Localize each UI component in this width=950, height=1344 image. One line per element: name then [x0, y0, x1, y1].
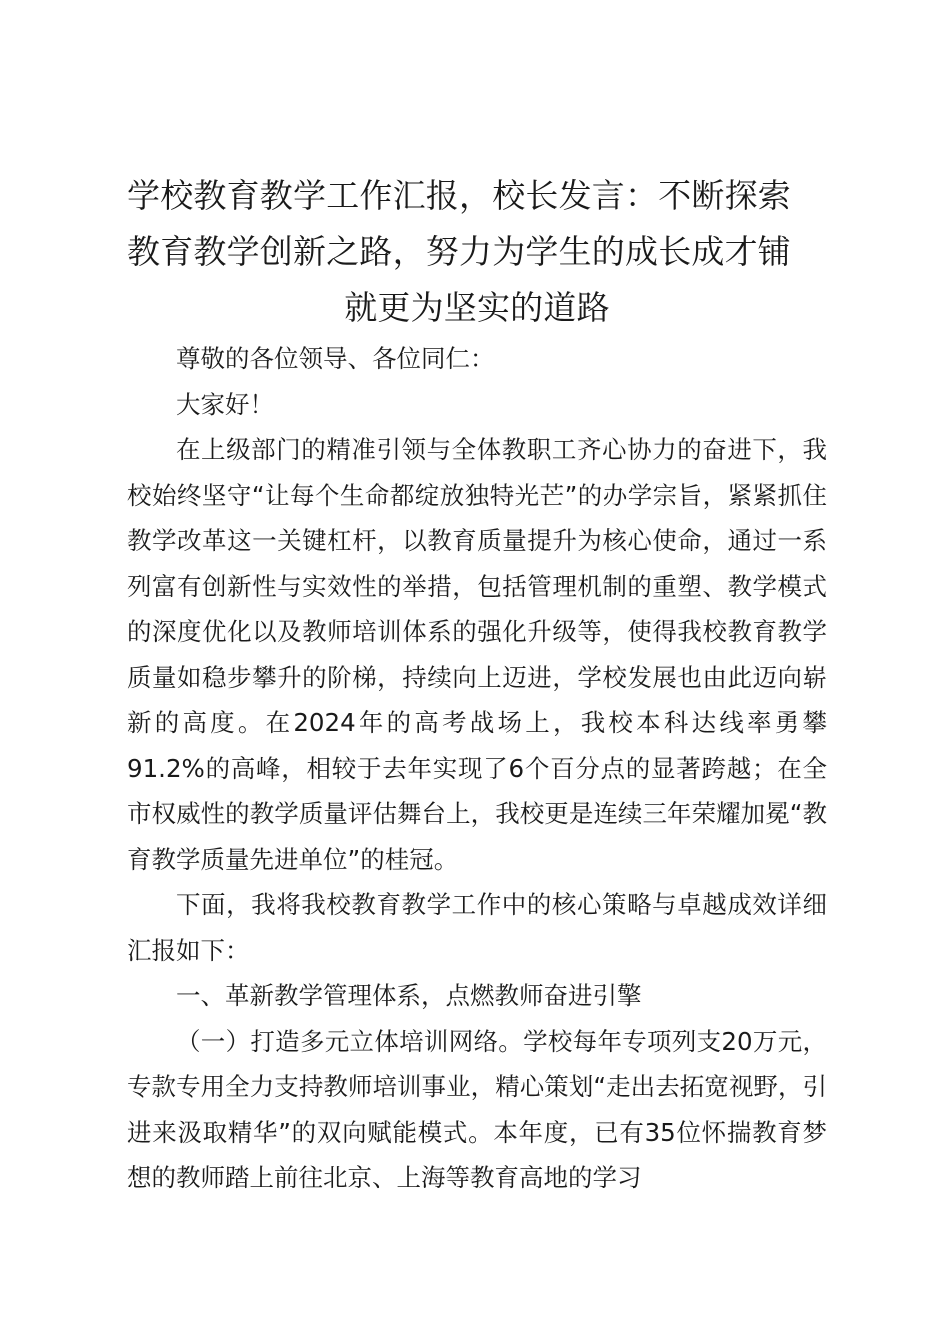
document-title — [127, 168, 827, 336]
salutation: 尊敬的各位领导、各位同仁： — [176, 344, 495, 373]
document-body — [127, 168, 827, 1201]
section-item-paragraph: （一）打造多元立体培训网络。学校每年专项列支20万元，专款专用全力支持教师培训事业，精心策划“走出去拓宽视野，引进来汲取精华”的双向赋能模式。本年度，已有35位怀揣教育梦想的教师踏上前往北京、上海等教育高地的学习 — [127, 1026, 827, 1192]
intro-paragraph: 在上级部门的精准引领与全体教职工齐心协力的奋进下，我校始终坚守“让每个生命都绽放独特光芒”的办学宗旨，紧紧抓住教学改革这一关键杠杆，以教育质量提升为核心使命，通过一系列富有创新性与实效性的举措，包括管理机制的重塑、教学模式的深度优化以及教师培训体系的强化升级等，使得我校教育教学质量如稳步攀升的阶梯，持续向上迈进，学校发展也由此迈向崭新的高度。在2024年的高考战场上，我校本科达线率勇攀91.2%的高峰，相较于去年实现了6个百分点的显著跨越；在全市权威性的教学质量评估舞台上，我校更是连续三年荣耀加冕“教育教学质量先进单位”的桂冠。 — [127, 435, 827, 874]
title-line-2: 教育教学创新之路，努力为学生的成长成才铺 — [127, 232, 791, 271]
greeting: 大家好！ — [176, 389, 274, 419]
title-line-1: 学校教育教学工作汇报，校长发言：不断探索 — [127, 176, 791, 215]
section-heading: 一、革新教学管理体系，点燃教师奋进引擎 — [176, 981, 642, 1010]
transition-paragraph: 下面，我将我校教育教学工作中的核心策略与卓越成效详细汇报如下： — [127, 890, 827, 965]
title-line-3: 就更为坚实的道路 — [344, 288, 610, 327]
